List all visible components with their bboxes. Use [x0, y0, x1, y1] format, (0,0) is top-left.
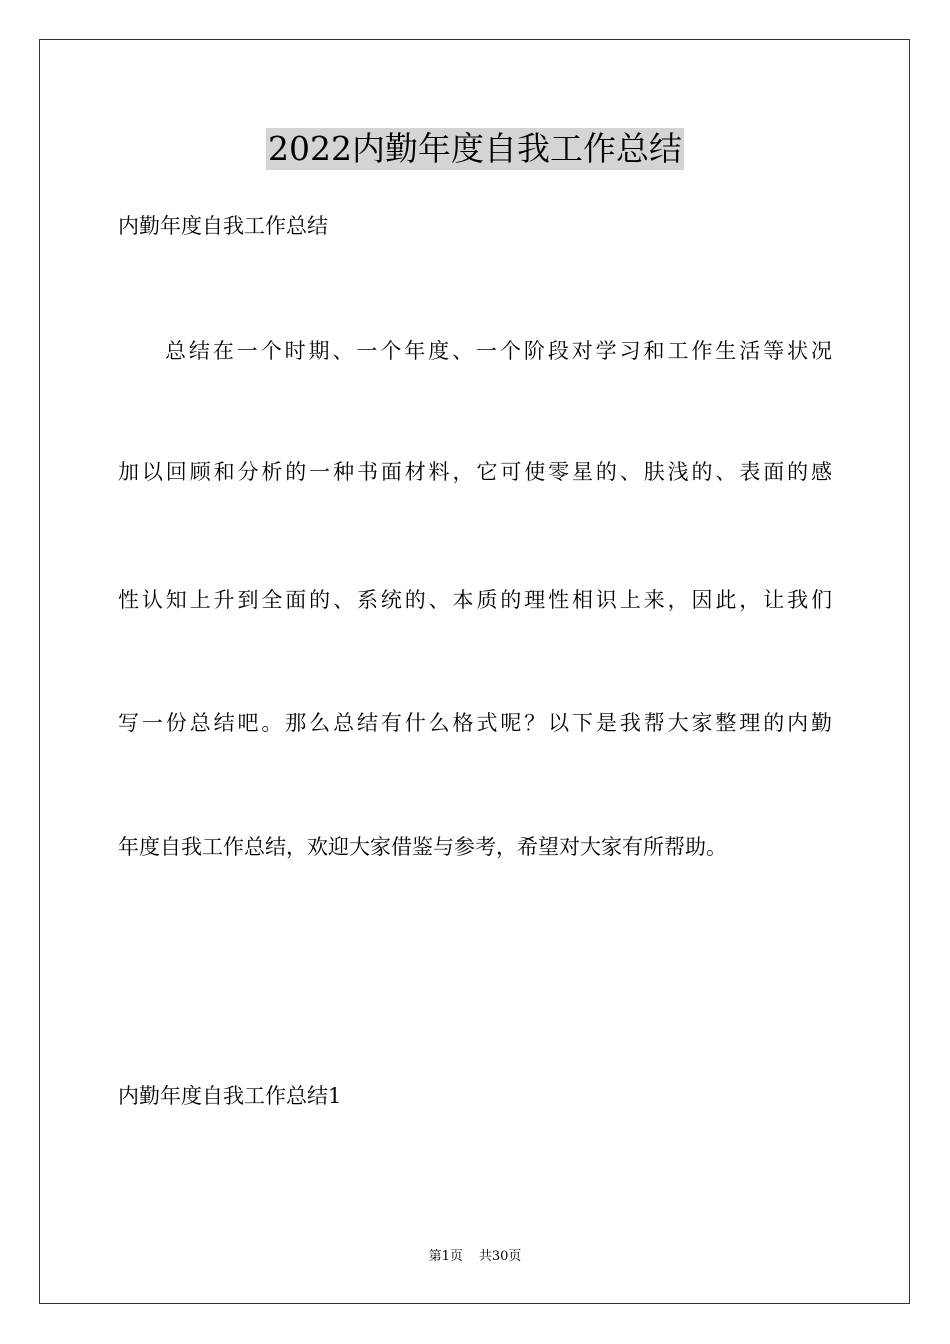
paragraph-line: 性认知上升到全面的、系统的、本质的理性相识上来，因此，让我们 [118, 588, 832, 612]
title-container [0, 128, 950, 170]
paragraph-line: 加以回顾和分析的一种书面材料，它可使零星的、肤浅的、表面的感 [118, 460, 832, 484]
paragraph-line: 写一份总结吧。那么总结有什么格式呢？以下是我帮大家整理的内勤 [118, 711, 832, 735]
page-number-total: 共30页 [478, 1249, 522, 1264]
page-number-current: 第1页 [428, 1249, 463, 1264]
paragraph-line: 总结在一个时期、一个年度、一个阶段对学习和工作生活等状况 [165, 339, 832, 363]
section-heading: 内勤年度自我工作总结1 [118, 1084, 342, 1108]
page-footer [0, 1248, 950, 1266]
document-title: 2022内勤年度自我工作总结 [268, 129, 682, 168]
document-subtitle: 内勤年度自我工作总结 [118, 214, 328, 238]
paragraph-line: 年度自我工作总结，欢迎大家借鉴与参考，希望对大家有所帮助。 [118, 835, 727, 859]
